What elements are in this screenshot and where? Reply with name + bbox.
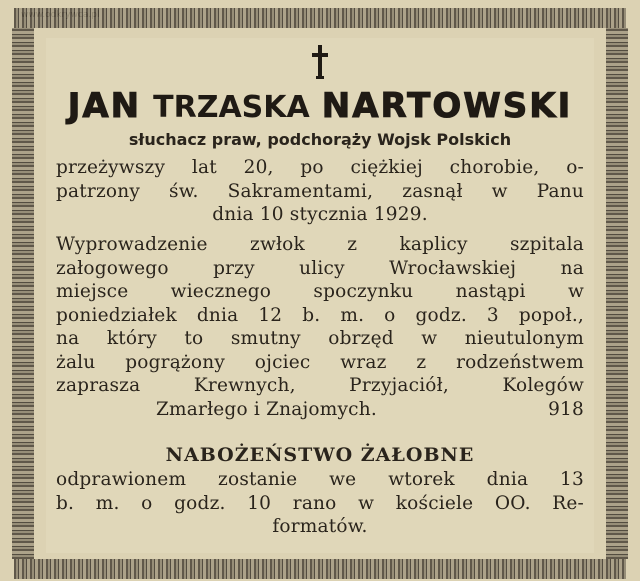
text-line: przeżywszy lat 20, po ciężkiej chorobie, o- (56, 157, 584, 178)
deceased-title: słuchacz praw, podchorąży Wojsk Polskich (128, 130, 512, 149)
intro-paragraph (56, 156, 584, 227)
mass-heading: NABOŻEŃSTWO ŻAŁOBNE (165, 444, 475, 466)
text-line: żalu pogrążony ojciec wraz z rodzeństwem (56, 351, 584, 373)
text-line: formatów. (272, 516, 368, 537)
funeral-last-line: Zmarłego i Znajomych. (156, 398, 377, 420)
text-line: zaprasza Krewnych, Przyjaciół, Kolegów (56, 375, 584, 396)
border-right (606, 28, 628, 559)
text-line: miejsce wiecznego spoczynku nastąpi w (56, 281, 584, 302)
text-line: załogowego przy ulicy Wrocławskiej na (56, 257, 584, 279)
obituary-notice (46, 38, 594, 553)
funeral-paragraph (56, 233, 584, 421)
text-line: b. m. o godz. 10 rano w kościele OO. Re- (56, 492, 584, 514)
border-bottom (14, 559, 626, 579)
text-line: dnia 10 stycznia 1929. (212, 204, 428, 225)
border-left (12, 28, 34, 559)
text-line: poniedziałek dnia 12 b. m. o godz. 3 popoł., (56, 304, 584, 326)
text-line: na który to smutny obrzęd w nieutulonym (56, 328, 584, 349)
border-top (14, 8, 626, 28)
text-line: odprawionem zostanie we wtorek dnia 13 (56, 469, 584, 490)
latin-cross-icon (46, 44, 594, 80)
name-last: NARTOWSKI (321, 86, 573, 126)
notice-number: 918 (548, 398, 584, 420)
text-line (56, 398, 584, 422)
name-first: JAN (67, 86, 142, 126)
text-line: patrzony św. Sakramentami, zasnął w Panu (56, 180, 584, 202)
text-line: Wyprowadzenie zwłok z kaplicy szpitala (56, 234, 584, 255)
name-middle: TRZASKA (153, 90, 310, 125)
deceased-name (46, 86, 594, 126)
mass-paragraph (56, 468, 584, 539)
